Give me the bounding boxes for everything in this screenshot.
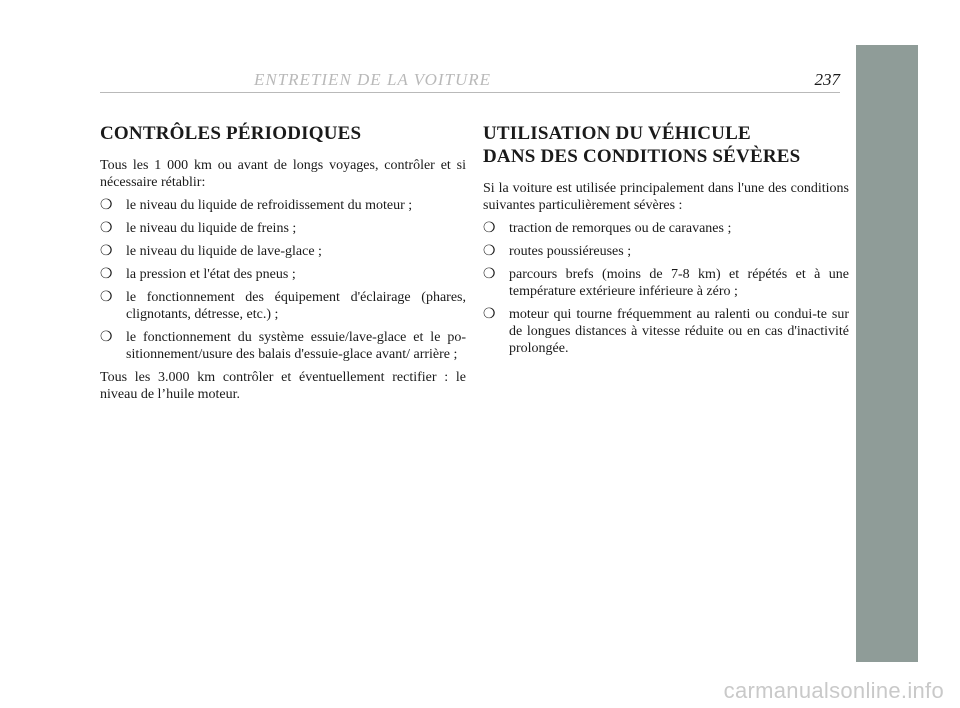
- bullet-icon: ❍: [483, 243, 496, 259]
- periodic-checks-section: [100, 122, 466, 409]
- watermark: carmanualsonline.info: [723, 678, 944, 703]
- list-item: ❍ la pression et l'état des pneus ;: [100, 266, 296, 282]
- section-heading: UTILISATION DU VÉHICULE DANS DES CONDITIONS SÉVÈRES: [483, 123, 801, 167]
- bullet-icon: ❍: [100, 329, 113, 345]
- header-divider: [100, 92, 840, 93]
- list-item: ❍ le niveau du liquide de freins ;: [100, 220, 297, 236]
- severe-conditions-section: [483, 122, 849, 363]
- list-item: ❍ le niveau du liquide de refroidissement du moteur ;: [100, 197, 413, 213]
- intro-paragraph: Tous les 1 000 km ou avant de longs voyages, contrôler et si nécessaire rétablir:: [100, 158, 466, 190]
- section-title: ENTRETIEN DE LA VOITURE: [254, 70, 492, 89]
- bullet-icon: ❍: [100, 266, 113, 282]
- list-item: ❍ le niveau du liquide de lave-glace ;: [100, 243, 322, 259]
- bullet-icon: ❍: [100, 243, 113, 259]
- outro-paragraph: Tous les 3.000 km contrôler et éventuellement rectifier : le niveau de l’huile moteur.: [100, 370, 466, 402]
- conditions-list: [483, 220, 849, 357]
- list-item: ❍ le fonctionnement du système essuie/lave-glace et le po-sitionnement/usure des balais d'essuie-glace avant/ arrière ;: [100, 329, 466, 362]
- list-item: ❍ traction de remorques ou de caravanes ;: [483, 220, 732, 236]
- bullet-icon: ❍: [100, 197, 113, 213]
- page-header: [100, 70, 840, 94]
- bullet-icon: ❍: [100, 289, 113, 305]
- page-number: 237: [814, 70, 840, 89]
- bullet-icon: ❍: [483, 220, 496, 236]
- bullet-icon: ❍: [100, 220, 113, 236]
- checklist: [100, 197, 466, 363]
- bullet-icon: ❍: [483, 266, 496, 282]
- intro-paragraph: Si la voiture est utilisée principalement dans l'une des conditions suivantes particulièrement sévères :: [483, 181, 849, 213]
- list-item: ❍ routes poussiéreuses ;: [483, 243, 632, 259]
- chapter-side-tab: [856, 45, 918, 662]
- list-item: ❍ le fonctionnement des équipement d'éclairage (phares, clignotants, détresse, etc.) ;: [100, 289, 466, 322]
- section-heading: CONTRÔLES PÉRIODIQUES: [100, 123, 362, 144]
- list-item: ❍ parcours brefs (moins de 7-8 km) et répétés et à une température extérieure inférieure à zéro ;: [483, 266, 849, 299]
- list-item: ❍ moteur qui tourne fréquemment au ralenti ou condui-te sur de longues distances à vitesse réduite ou en cas d'inactivité prolongée.: [483, 306, 849, 356]
- bullet-icon: ❍: [483, 306, 496, 322]
